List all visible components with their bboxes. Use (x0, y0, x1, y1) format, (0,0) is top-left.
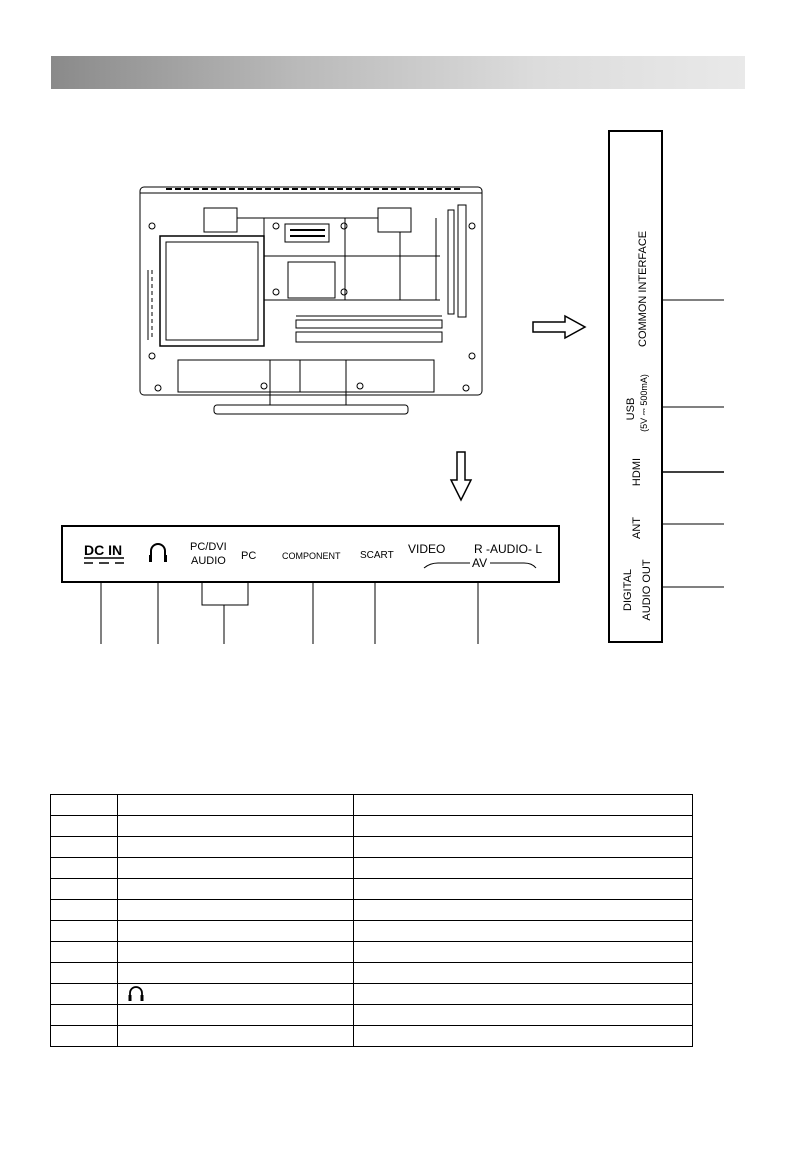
label-usb-rating: (5V ⎓ 500mA) (639, 374, 649, 432)
tv-center-box (288, 262, 335, 298)
headphone-icon (126, 985, 146, 1003)
arrow-right-icon (533, 316, 585, 338)
label-pc-dvi: PC/DVI (190, 541, 227, 553)
tv-left-panel (160, 236, 264, 346)
side-panel-outline (609, 131, 662, 642)
table-row (51, 963, 693, 984)
label-av: AV (472, 556, 488, 570)
headphone-icon (149, 544, 167, 562)
label-audio-out: AUDIO OUT (641, 559, 653, 621)
label-video: VIDEO (408, 542, 446, 556)
table-row (51, 900, 693, 921)
label-common-interface: COMMON INTERFACE (637, 230, 649, 347)
tv-bracket-right (378, 208, 411, 232)
label-ant: ANT (631, 517, 643, 539)
arrow-down-icon (451, 452, 471, 500)
label-pc-dvi-audio: AUDIO (191, 555, 226, 567)
label-usb: USB (625, 397, 637, 421)
table-row (51, 942, 693, 963)
label-audio-rl: R -AUDIO- L (474, 542, 543, 556)
label-dc-in: DC IN (84, 542, 123, 558)
table-row (51, 879, 693, 900)
tv-bracket-left (204, 208, 237, 232)
tv-label-plate (285, 224, 329, 242)
label-component: COMPONENT (282, 551, 341, 561)
table-row (51, 1005, 693, 1026)
label-scart: SCART (360, 550, 394, 561)
spec-table (50, 794, 693, 1047)
table-row (51, 1026, 693, 1047)
table-row (51, 984, 693, 1005)
table-row (51, 921, 693, 942)
label-hdmi: HDMI (631, 457, 643, 487)
label-digital: DIGITAL (622, 569, 634, 611)
table-row (51, 795, 693, 816)
table-row (51, 816, 693, 837)
label-pc: PC (241, 550, 257, 562)
tv-stand (214, 405, 408, 414)
table-row (51, 837, 693, 858)
table-row (51, 858, 693, 879)
